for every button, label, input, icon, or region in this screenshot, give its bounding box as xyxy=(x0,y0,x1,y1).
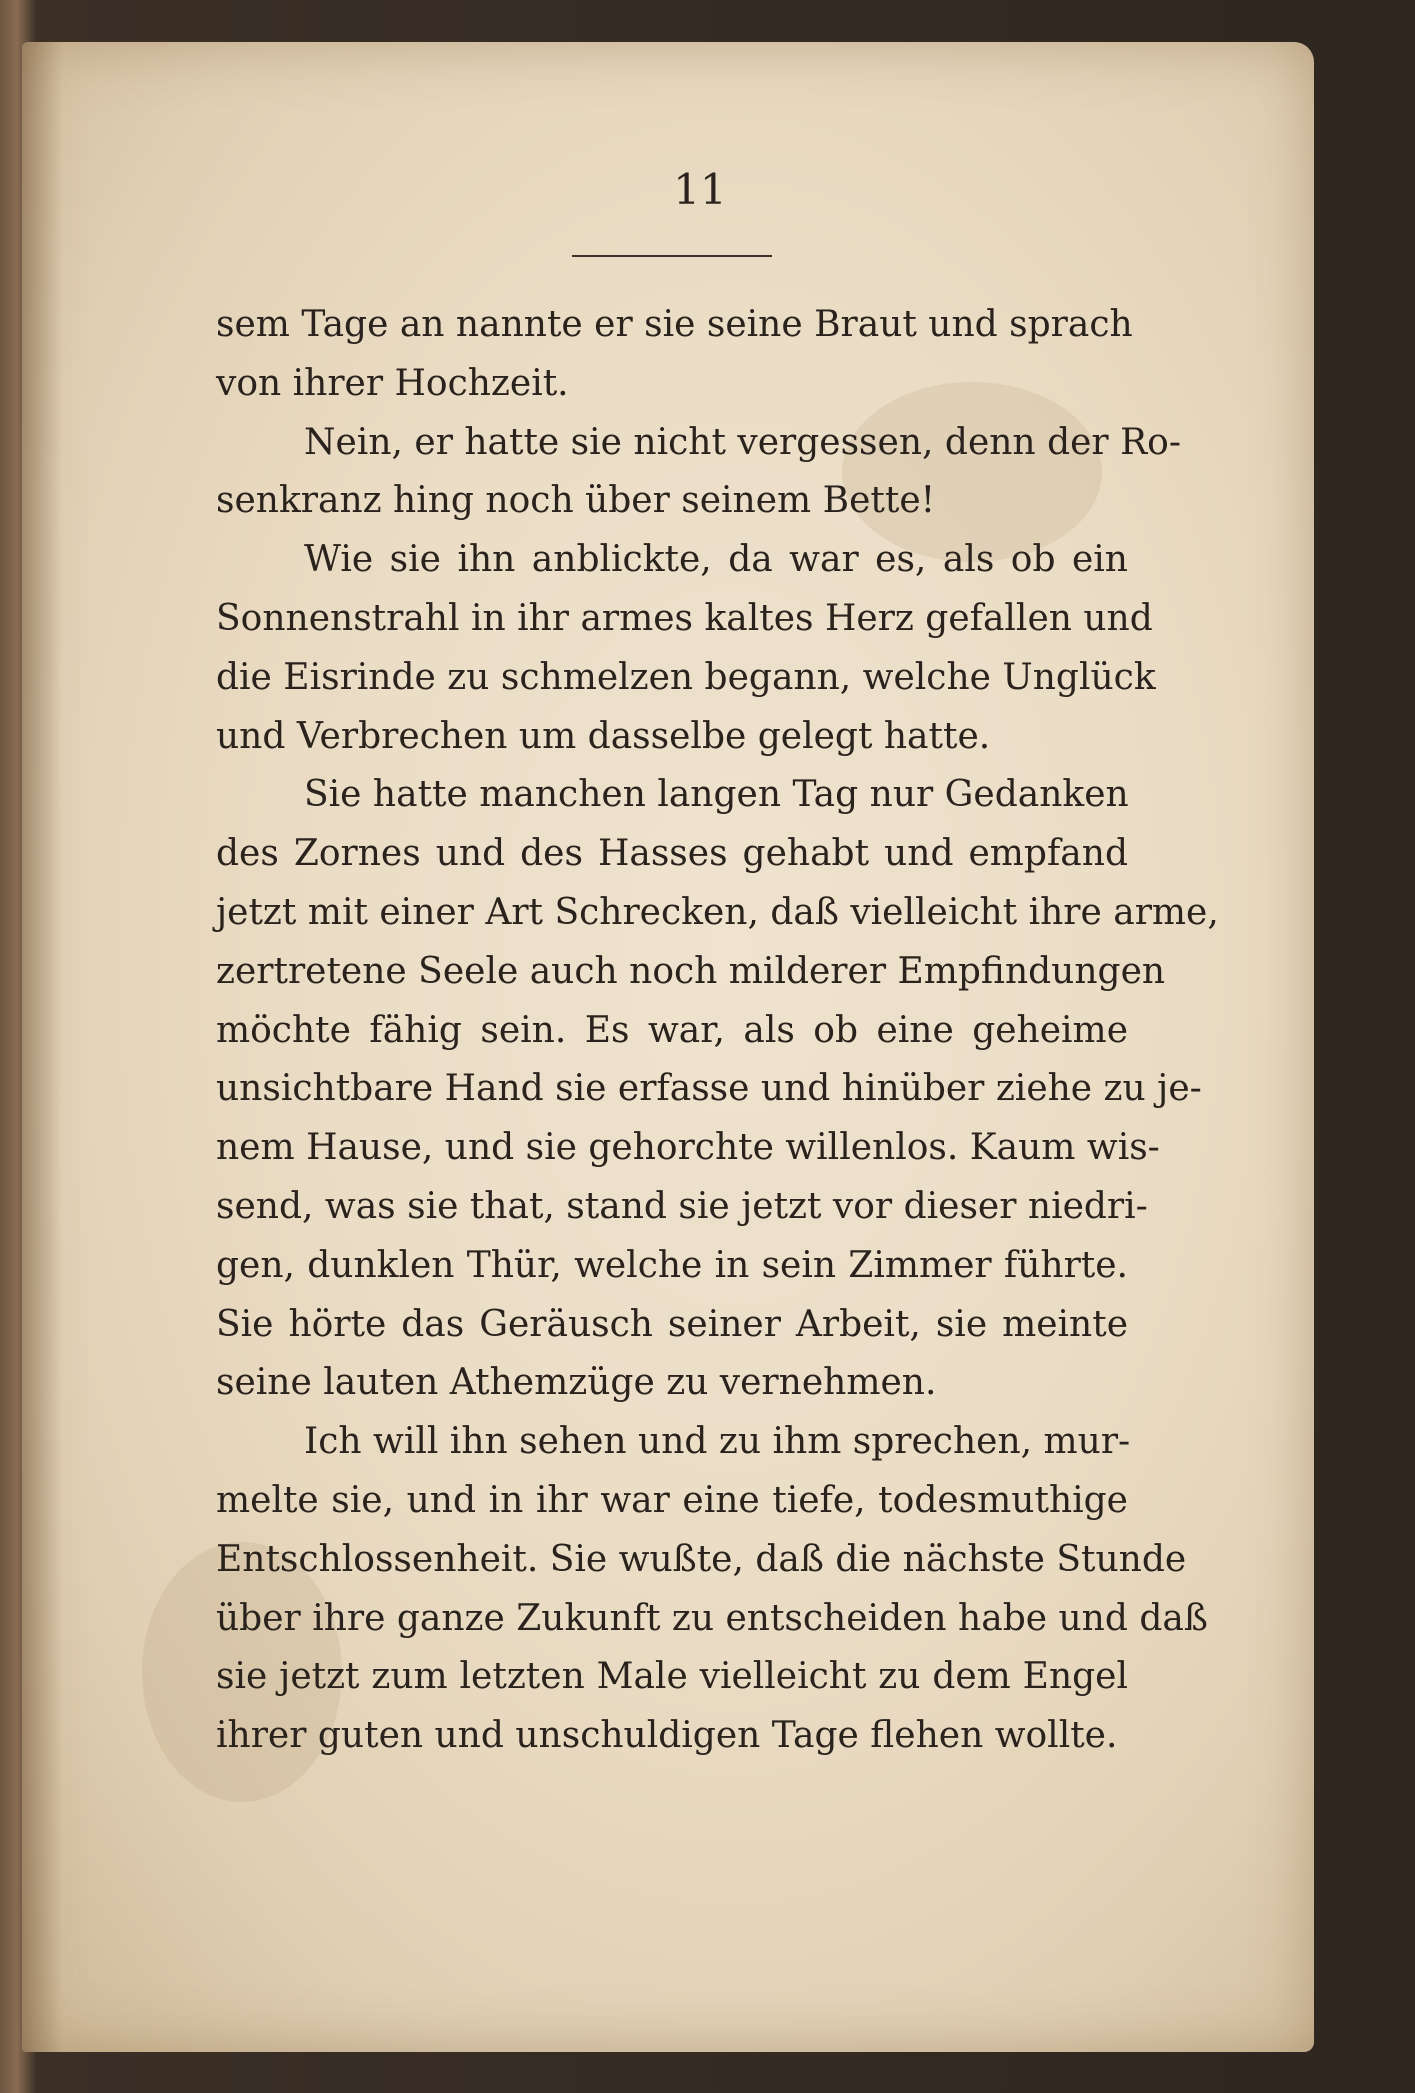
text-line: Sie hörte das Geräusch seiner Arbeit, sie meinte xyxy=(216,1303,1128,1345)
header-rule xyxy=(572,255,772,257)
text-line: jetzt mit einer Art Schrecken, daß vielleicht ihre arme, xyxy=(216,891,1219,933)
text-line: über ihre ganze Zukunft zu entscheiden habe und daß xyxy=(216,1597,1208,1639)
text-line: Entschlossenheit. Sie wußte, daß die nächste Stunde xyxy=(216,1538,1187,1580)
text-line: Wie sie ihn anblickte, da war es, als ob ein xyxy=(304,539,1128,581)
text-line: Sonnenstrahl in ihr armes kaltes Herz gefallen und xyxy=(216,597,1153,639)
text-line: gen, dunklen Thür, welche in sein Zimmer führte. xyxy=(216,1244,1128,1286)
text-line: send, was sie that, stand sie jetzt vor dieser niedri- xyxy=(216,1185,1148,1227)
text-line: und Verbrechen um dasselbe gelegt hatte. xyxy=(216,715,991,757)
text-line: von ihrer Hochzeit. xyxy=(216,362,569,404)
text-line: nem Hause, und sie gehorchte willenlos. Kaum wis- xyxy=(216,1127,1160,1169)
text-line: sem Tage an nannte er sie seine Braut und sprach xyxy=(216,304,1133,345)
page-edge-shadow xyxy=(22,42,62,2052)
text-line: zertretene Seele auch noch milderer Empfindungen xyxy=(216,950,1166,992)
text-line: seine lauten Athemzüge zu vernehmen. xyxy=(216,1362,937,1404)
text-line: die Eisrinde zu schmelzen begann, welche Unglück xyxy=(216,656,1156,698)
text-line: des Zornes und des Hasses gehabt und empfand xyxy=(216,833,1128,875)
text-line: Sie hatte manchen langen Tag nur Gedanken xyxy=(304,774,1129,816)
body-text xyxy=(216,296,1219,1766)
text-line: ihrer guten und unschuldigen Tage flehen wollte. xyxy=(216,1715,1118,1757)
page-number: 11 xyxy=(673,165,727,214)
text-line: senkranz hing noch über seinem Bette! xyxy=(216,480,936,522)
text-line: melte sie, und in ihr war eine tiefe, todesmuthige xyxy=(216,1479,1128,1521)
text-line: möchte fähig sein. Es war, als ob eine geheime xyxy=(216,1009,1128,1051)
text-line: Ich will ihn sehen und zu ihm sprechen, mur- xyxy=(304,1421,1131,1463)
text-line: Nein, er hatte sie nicht vergessen, denn der Ro- xyxy=(304,421,1182,463)
text-line: unsichtbare Hand sie erfasse und hinüber ziehe zu je- xyxy=(216,1068,1202,1110)
text-line: sie jetzt zum letzten Male vielleicht zu dem Engel xyxy=(216,1656,1128,1698)
